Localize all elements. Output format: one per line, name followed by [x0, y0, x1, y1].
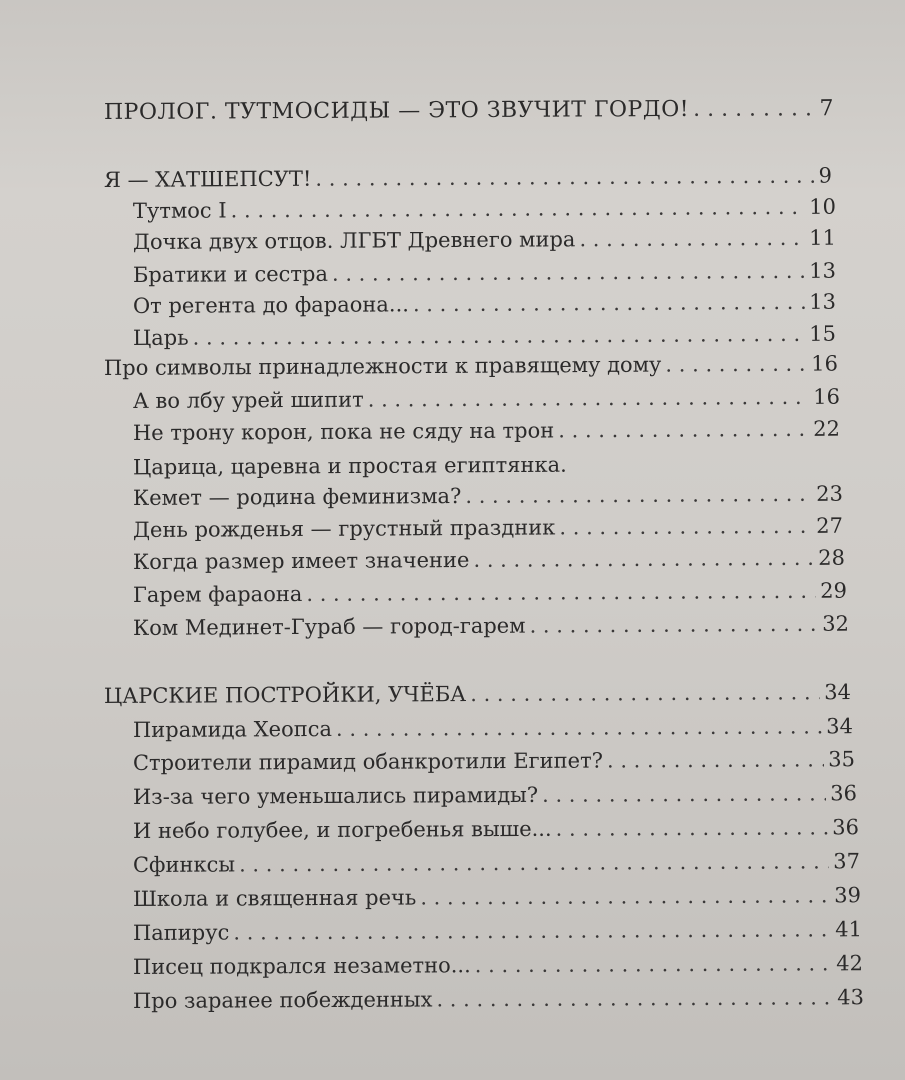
toc-entry: [133, 612, 849, 640]
toc-entry-title: Писец подкрался незаметно...: [132, 953, 471, 979]
dot-leader: [470, 680, 820, 706]
dot-leader: [239, 849, 829, 876]
toc-entry-title: Из-за чего уменьшались пирамиды?: [132, 782, 539, 809]
toc-entry-title: Братики и сестра: [132, 261, 329, 287]
toc-entry: [104, 164, 832, 192]
toc-entry-page: 36: [832, 815, 859, 840]
dot-leader: [665, 352, 807, 377]
toc-entry: [133, 917, 862, 945]
toc-entry-title: От регента до фараона...: [132, 292, 409, 318]
toc-entry: [133, 747, 855, 775]
toc-entry-title: ПРОЛОГ. ТУТМОСИДЫ — ЭТО ЗВУЧИТ ГОРДО!: [103, 96, 690, 125]
toc-entry-page: 27: [816, 513, 843, 538]
toc-entry-page: 37: [833, 849, 860, 874]
toc-entry: [133, 417, 840, 445]
toc-entry-page: 16: [813, 384, 840, 409]
toc-entry-page: 42: [836, 951, 863, 976]
toc-entry-page: 43: [837, 985, 864, 1010]
dot-leader: [556, 815, 829, 840]
dot-leader: [529, 612, 818, 638]
toc-entry-title: Про символы принадлежности к правящему дому: [103, 352, 662, 380]
toc-entry-page: 41: [835, 917, 862, 942]
toc-entry-title: Строители пирамид обанкротили Египет?: [132, 748, 603, 775]
toc-entry: [133, 290, 836, 318]
dot-leader: [475, 951, 833, 977]
toc-entry: [133, 781, 857, 809]
toc-entry-page: 11: [809, 225, 836, 250]
toc-entry: [133, 815, 859, 843]
dot-leader: [231, 195, 806, 223]
toc-entry-page: 23: [816, 481, 843, 506]
toc-entry-title: Не трону корон, пока не сяду на трон: [132, 418, 555, 445]
toc-entry-title: А во лбу урей шипит: [132, 387, 364, 413]
toc-entry: [133, 546, 845, 574]
toc-entry-title: И небо голубее, и погребенья выше...: [132, 816, 552, 843]
toc-entry: [133, 385, 840, 413]
toc-entry: [104, 352, 838, 380]
toc-entry: [133, 514, 843, 542]
toc-entry-page: 34: [826, 714, 853, 739]
dot-leader: [306, 579, 816, 606]
toc-entry-title: День рожденья — грустный праздник: [132, 515, 556, 542]
toc-entry-title: Царь: [132, 325, 189, 350]
toc-entry-title: Ком Мединет-Гураб — город-гарем: [132, 613, 526, 640]
dot-leader: [465, 482, 812, 508]
toc-entry-title: Дочка двух отцов. ЛГБТ Древнего мира: [132, 227, 576, 254]
dot-leader: [559, 514, 812, 540]
toc-entry: [133, 579, 847, 607]
dot-leader: [558, 417, 809, 443]
toc-entry-page: 36: [830, 781, 857, 806]
toc-entry: [104, 680, 851, 708]
toc-entry: [133, 226, 836, 254]
dot-leader: [579, 226, 805, 251]
dot-leader: [607, 747, 824, 772]
toc-entry-title: Гарем фараона: [132, 581, 303, 607]
toc-entry-page: 28: [818, 545, 845, 570]
toc-entry: [133, 985, 864, 1013]
toc-entry: [133, 883, 861, 911]
dot-leader: [542, 781, 826, 806]
toc-entry-title: Я — ХАТШЕПСУТ!: [103, 166, 312, 192]
dot-leader: [315, 164, 814, 191]
toc-entry-page: 16: [811, 351, 838, 376]
toc-entry-page: 9: [818, 163, 832, 188]
toc-entry-page: 10: [809, 194, 836, 219]
dot-leader: [413, 290, 805, 316]
toc-entry-page: 13: [809, 289, 836, 314]
dot-leader: [693, 96, 815, 122]
toc-entry-page: 35: [828, 747, 855, 772]
toc-entry-page: 22: [813, 416, 840, 441]
dot-leader: [420, 883, 830, 909]
toc-entry-title: Пирамида Хеопса: [132, 716, 333, 742]
dot-leader: [193, 322, 806, 350]
dot-leader: [473, 546, 814, 572]
toc-entry-title: Папирус: [132, 920, 230, 945]
dot-leader: [332, 259, 805, 286]
toc-entry-title: Школа и священная речь: [132, 885, 417, 911]
toc-entry-page: 34: [824, 680, 851, 705]
toc-entry-title: Кемет — родина феминизма?: [132, 483, 462, 510]
toc-entry-page: 32: [822, 611, 849, 636]
toc-entry-title: Сфинксы: [132, 852, 236, 877]
dot-leader: [368, 385, 810, 412]
toc-entry: [133, 951, 863, 979]
toc-entry-page: 7: [819, 96, 834, 122]
toc-entry-title: Когда размер имеет значение: [132, 547, 470, 574]
toc-entry-page: 39: [834, 883, 861, 908]
toc-entry-title: ЦАРСКИЕ ПОСТРОЙКИ, УЧЁБА: [103, 682, 467, 708]
toc-entry-page: 29: [820, 578, 847, 603]
toc-entry: [104, 96, 834, 125]
dot-leader: [436, 985, 833, 1011]
toc-entry-title: Тутмос I: [132, 198, 227, 223]
dot-leader: [336, 714, 822, 741]
toc-entry-page: 13: [809, 258, 836, 283]
toc-entry: [133, 195, 836, 223]
toc-entry: [133, 849, 860, 877]
toc-entry: [133, 259, 836, 287]
toc-entry: [133, 714, 853, 742]
toc-entry-page: 15: [809, 321, 836, 346]
dot-leader: [233, 917, 831, 944]
toc-entry-title-continued: Царица, царевна и простая египтянка.: [132, 452, 567, 480]
toc-entry: [133, 482, 843, 510]
toc-entry: [133, 322, 836, 350]
toc-entry-title: Про заранее побежденных: [132, 987, 433, 1013]
